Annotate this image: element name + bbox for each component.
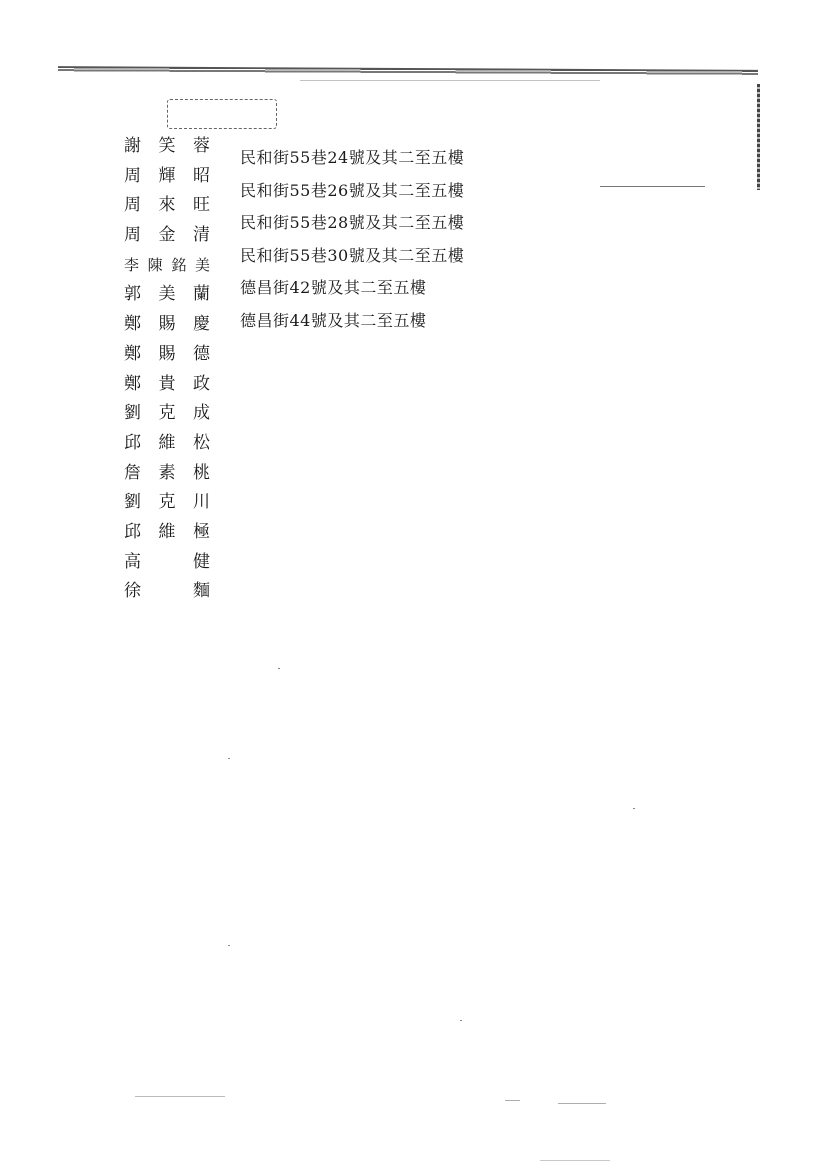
owner-name: 李陳銘美	[124, 255, 210, 274]
scan-speck	[228, 758, 230, 759]
owner-name: 詹 素 桃	[124, 462, 210, 483]
address-list	[240, 142, 540, 338]
owner-name: 邱 維 松	[124, 432, 210, 453]
address-entry: 民和街55巷26號及其二至五樓	[240, 180, 465, 200]
stamp-label	[167, 99, 277, 129]
owner-name: 徐 麵	[124, 581, 210, 602]
owner-name: 郭 美 蘭	[124, 284, 210, 305]
address-entry: 德昌街42號及其二至五樓	[240, 278, 427, 298]
owner-name: 周 輝 昭	[124, 165, 210, 186]
page-edge-mark	[757, 84, 760, 190]
header-rule-faint	[300, 80, 600, 81]
header-rule	[58, 66, 758, 76]
address-entry: 民和街55巷28號及其二至五樓	[240, 213, 465, 233]
address-entry: 民和街55巷24號及其二至五樓	[240, 148, 465, 167]
owner-name: 高 健	[124, 551, 210, 572]
scan-speck	[558, 1103, 606, 1104]
owner-name-list	[124, 132, 210, 607]
dash-mark-right	[600, 186, 705, 187]
owner-name: 周 來 旺	[124, 195, 210, 216]
owner-name: 謝 笑 蓉	[124, 136, 210, 156]
owner-name: 鄭 賜 慶	[124, 314, 210, 335]
owner-name: 鄭 貴 政	[124, 373, 210, 394]
owner-name: 劉 克 川	[124, 492, 210, 513]
address-entry: 德昌街44號及其二至五樓	[240, 310, 427, 330]
scan-speck	[540, 1160, 610, 1161]
owner-name: 鄭 賜 德	[124, 343, 210, 364]
address-entry: 民和街55巷30號及其二至五樓	[240, 245, 465, 265]
scan-speck	[505, 1100, 520, 1101]
owner-name: 周 金 清	[124, 225, 210, 246]
scan-speck	[633, 808, 635, 809]
scan-speck	[135, 1096, 225, 1097]
owner-name: 邱 維 極	[124, 521, 210, 542]
scan-speck	[228, 945, 230, 946]
owner-name: 劉 克 成	[124, 403, 210, 424]
scan-speck	[460, 1020, 462, 1021]
scan-speck	[278, 668, 280, 669]
